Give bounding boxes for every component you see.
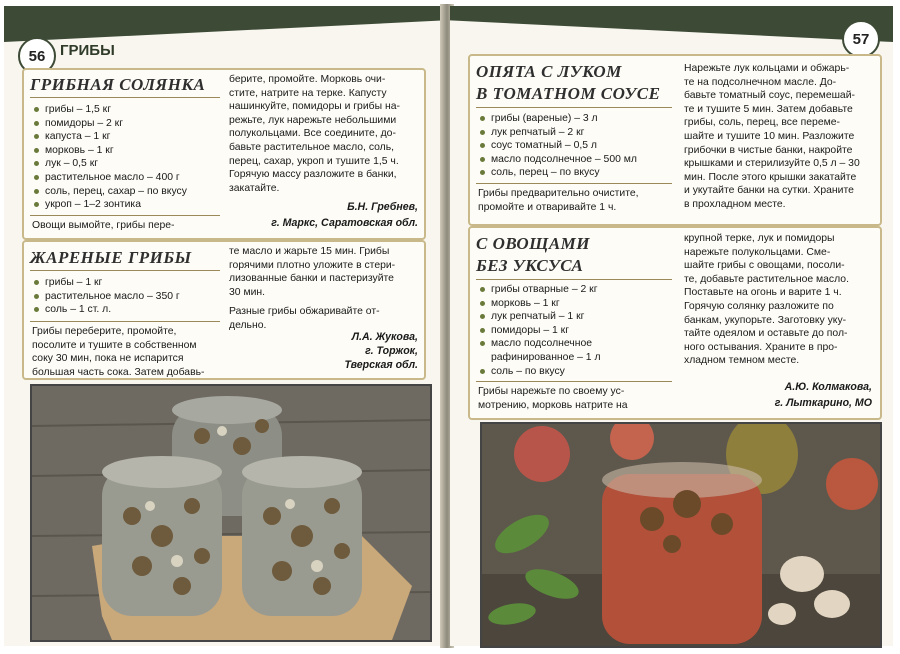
photo-mushrooms-tomato	[480, 422, 882, 648]
ingredient-item: грибы – 1,5 кг	[34, 103, 187, 117]
text-line: грибы, соль, перец, все переме-	[684, 117, 840, 129]
divider	[476, 381, 672, 382]
text-line: Горячую массу разложите в банки,	[229, 169, 397, 181]
text-line: большая часть сока. Затем добавь-	[32, 366, 205, 378]
recipe-title-line1: ОПЯТА С ЛУКОМ	[476, 62, 622, 81]
divider	[30, 321, 220, 322]
ingredient-item: соль, перец – по вкусу	[480, 166, 637, 180]
text-line: Грибы нарежьте по своему ус-	[478, 386, 625, 397]
recipe-title-line2: В ТОМАТНОМ СОУСЕ	[476, 84, 661, 103]
left-header-band	[4, 6, 444, 42]
ingredient-item: морковь – 1 кг	[34, 144, 187, 158]
recipe-text-start	[478, 385, 674, 412]
ingredient-item: морковь – 1 кг	[480, 297, 601, 311]
ingredient-item: грибы – 1 кг	[34, 276, 180, 290]
recipe-box-solyanka	[22, 68, 426, 240]
recipe-title: ЖАРЕНЫЕ ГРИБЫ	[30, 248, 192, 267]
author-place: г. Маркс, Саратовская обл.	[271, 217, 418, 229]
jars-image	[32, 386, 430, 640]
author-region: Тверская обл.	[344, 359, 418, 371]
text-line: крупной терке, лук и помидоры	[684, 233, 835, 244]
recipe-title-line1: С ОВОЩАМИ	[476, 234, 591, 253]
ingredient-item: помидоры – 2 кг	[34, 117, 187, 131]
recipe-title-line2: БЕЗ УКСУСА	[476, 256, 584, 275]
right-page	[450, 6, 893, 646]
recipe-text-start	[32, 325, 220, 379]
author-name: Л.А. Жукова,	[351, 331, 418, 343]
recipe-text	[229, 73, 419, 195]
text-line: перец, сахар, укроп и тушите 1,5 ч.	[229, 155, 399, 167]
divider	[476, 183, 672, 184]
text-line: шайте грибы с овощами, посоли-	[684, 260, 845, 272]
ingredient-item: грибы (вареные) – 3 л	[480, 112, 637, 126]
ingredient-item: лук репчатый – 2 кг	[480, 126, 637, 140]
recipe-text-start: Овощи вымойте, грибы пере-	[32, 220, 175, 231]
text-line: дельно.	[229, 319, 267, 331]
text-line: промойте и отваривайте 1 ч.	[478, 201, 617, 213]
text-line: нашинкуйте, помидоры и грибы на-	[229, 101, 400, 113]
title-underline	[30, 270, 220, 271]
text-line: те на подсолнечном масле. До-	[684, 76, 837, 88]
ingredient-list	[480, 283, 601, 378]
right-header-band	[450, 6, 893, 42]
ingredient-item: лук репчатый – 1 кг	[480, 310, 601, 324]
text-line: ного остывания. Храните в про-	[684, 341, 838, 353]
text-line: Грибы предварительно очистите,	[478, 188, 639, 199]
page-number-left: 56	[18, 37, 56, 75]
text-line: и укутайте банки на сутки. Храните	[684, 185, 854, 197]
text-line: крышками и стерилизуйте 0,5 л – 30	[684, 158, 860, 170]
ingredient-item: масло подсолнечное	[480, 337, 601, 351]
page-number-right: 57	[842, 20, 880, 58]
recipe-text-start	[478, 187, 674, 214]
recipe-text-note	[229, 305, 419, 332]
text-line: лизованные банки и пастеризуйте	[229, 273, 394, 285]
text-line: Нарежьте лук кольцами и обжарь-	[684, 63, 850, 74]
ingredient-list	[34, 276, 180, 317]
title-underline	[476, 279, 672, 280]
text-line: те и тушите 5 мин. Затем добавьте	[684, 103, 853, 115]
text-line: 30 мин.	[229, 286, 266, 298]
recipe-box-vegetables	[468, 226, 882, 420]
author-name: Б.Н. Гребнев,	[347, 201, 418, 213]
ingredient-item: растительное масло – 350 г	[34, 290, 180, 304]
recipe-text	[684, 232, 874, 368]
text-line: тайте одеялом и оставьте до пол-	[684, 328, 848, 340]
ingredient-list	[34, 103, 187, 212]
author-city: г. Торжок,	[365, 345, 418, 357]
ingredient-list	[480, 112, 637, 180]
ingredient-item: соус томатный – 0,5 л	[480, 139, 637, 153]
text-line: банкам, укупорьте. Заготовку уку-	[684, 314, 847, 326]
ingredient-item: грибы отварные – 2 кг	[480, 283, 601, 297]
text-line: закатайте.	[229, 182, 280, 194]
recipe-title: ГРИБНАЯ СОЛЯНКА	[30, 75, 206, 94]
ingredient-item: соль – по вкусу	[480, 365, 601, 379]
ingredient-item: рафинированное – 1 л	[491, 351, 601, 363]
ingredient-item: соль – 1 ст. л.	[34, 303, 180, 317]
title-underline	[30, 97, 220, 98]
text-line: шайте и тушите 10 мин. Разложите	[684, 130, 855, 142]
ingredient-item: растительное масло – 400 г	[34, 171, 187, 185]
text-line: полукольцами. Все соедините, до-	[229, 128, 396, 140]
recipe-box-opyata	[468, 54, 882, 226]
divider	[30, 215, 220, 216]
left-page	[4, 6, 444, 646]
text-line: те, добавьте растительное масло.	[684, 273, 849, 285]
recipe-text	[229, 245, 419, 299]
text-line: хладном темном месте.	[684, 355, 800, 367]
text-line: Горячую солянку разложите по	[684, 300, 834, 312]
ingredient-item: помидоры – 1 кг	[480, 324, 601, 338]
text-line: мотрению, морковь натрите на	[478, 399, 628, 411]
text-line: Поставьте на огонь и варите 1 ч.	[684, 287, 842, 299]
text-line: берите, промойте. Морковь очи-	[229, 74, 386, 85]
text-line: горячими плотно уложите в стери-	[229, 259, 396, 271]
text-line: нарежьте полукольцами. Сме-	[684, 246, 831, 258]
photo-mushroom-jars	[30, 384, 432, 642]
text-line: Грибы переберите, промойте,	[32, 326, 177, 337]
ingredient-item: капуста – 1 кг	[34, 130, 187, 144]
text-line: соку 30 мин, пока не испарится	[32, 353, 184, 365]
author-name: А.Ю. Колмакова,	[784, 381, 872, 393]
text-line: грибочки в чистые банки, накройте	[684, 144, 853, 156]
section-title: ГРИБЫ	[60, 42, 115, 59]
text-line: в прохладном месте.	[684, 198, 786, 210]
text-line: бавьте растительное масло, соль,	[229, 141, 395, 153]
ingredient-item: масло подсолнечное – 500 мл	[480, 153, 637, 167]
author-place: г. Лыткарино, МО	[774, 397, 872, 409]
text-line: бавьте томатный соус, перемешай-	[684, 90, 855, 102]
ingredient-item: укроп – 1–2 зонтика	[34, 198, 187, 212]
text-line: стите, натрите на терке. Капусту	[229, 87, 387, 99]
text-line: посолите и тушите в собственном	[32, 339, 197, 351]
recipe-text	[684, 62, 874, 212]
text-line: режьте, лук нарежьте небольшими	[229, 114, 397, 126]
text-line: те масло и жарьте 15 мин. Грибы	[229, 246, 390, 257]
text-line: мин. После этого крышки закатайте	[684, 171, 857, 183]
ingredient-item: соль, перец, сахар – по вкусу	[34, 185, 187, 199]
text-line: Разные грибы обжаривайте от-	[229, 306, 380, 317]
ingredient-item: лук – 0,5 кг	[34, 157, 187, 171]
title-underline	[476, 107, 672, 108]
recipe-box-fried	[22, 240, 426, 380]
jar-image	[482, 424, 880, 646]
